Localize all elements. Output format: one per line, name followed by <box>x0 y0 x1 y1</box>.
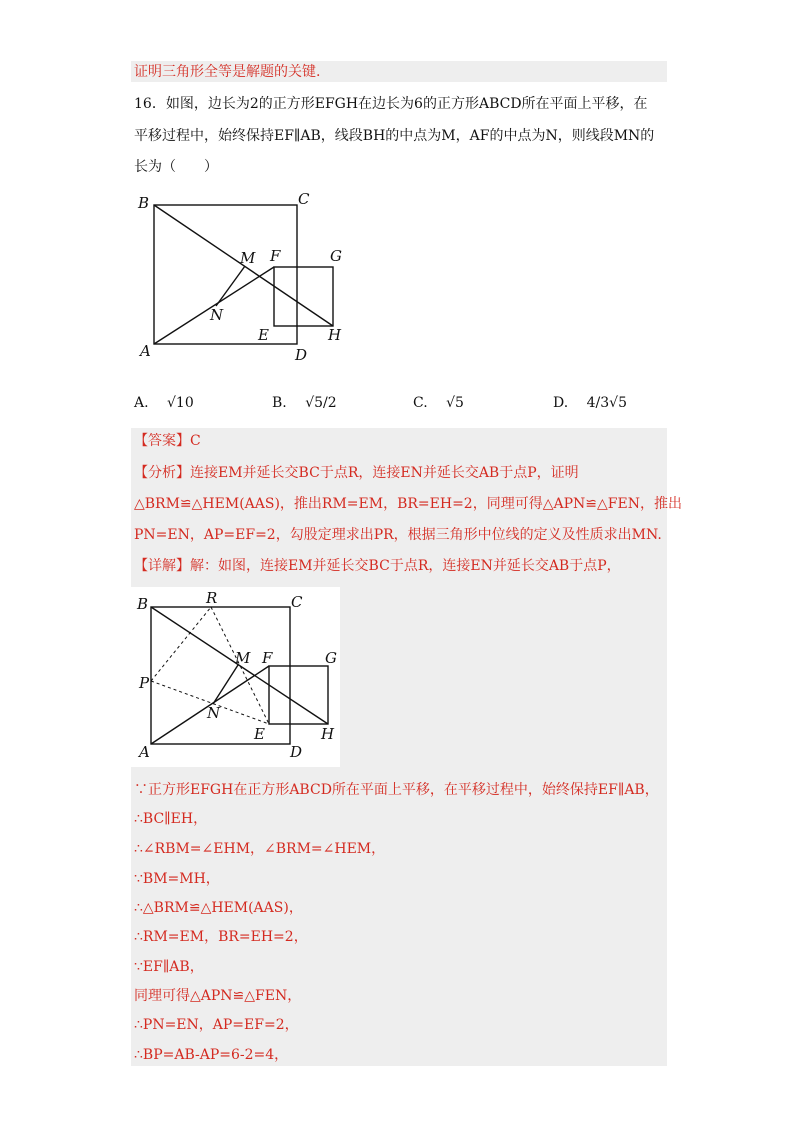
analysis-tag: 【分析】 <box>134 465 190 481</box>
step-1: ∵正方形EFGH在正方形ABCD所在平面上平移，在平移过程中，始终保持EF∥AB， <box>134 782 659 798</box>
question-line-3: 长为（ ） <box>134 159 218 175</box>
option-b-value: √5/2 <box>305 395 337 411</box>
label-c-2: C <box>291 593 303 611</box>
analysis-line-1 <box>134 464 579 482</box>
label-d: D <box>295 346 308 364</box>
step-2: ∴BC∥EH， <box>134 811 208 827</box>
label-c: C <box>298 190 310 208</box>
step-3: ∴∠RBM=∠EHM，∠BRM=∠HEM， <box>134 841 386 857</box>
detail-tag: 【详解】 <box>134 558 190 574</box>
label-h-2: H <box>321 725 335 743</box>
label-n-2: N <box>207 704 221 722</box>
label-g: G <box>330 247 342 265</box>
label-m-2: M <box>235 649 251 667</box>
square-efgh-2 <box>269 666 328 724</box>
answer-value: C <box>190 433 201 449</box>
detail-text: 解：如图，连接EM并延长交BC于点R，连接EN并延长交AB于点P， <box>190 558 621 574</box>
label-b-2: B <box>137 595 149 613</box>
label-n: N <box>210 306 224 324</box>
answer-line <box>134 432 201 450</box>
step-4: ∵BM=MH， <box>134 871 220 887</box>
label-e-2: E <box>254 725 265 743</box>
label-m: M <box>240 249 256 267</box>
option-a-value: √10 <box>167 395 194 411</box>
option-b-letter: B. <box>272 395 287 411</box>
label-a: A <box>140 342 151 360</box>
label-e: E <box>258 326 269 344</box>
label-r-2: R <box>206 589 218 607</box>
option-c <box>413 395 464 411</box>
label-d-2: D <box>290 743 303 761</box>
analysis-line-3: PN=EN，AP=EF=2，勾股定理求出PR，根据三角形中位线的定义及性质求出MN. <box>134 527 662 543</box>
label-g-2: G <box>325 649 337 667</box>
figure-2 <box>131 587 340 767</box>
square-abcd <box>154 205 297 344</box>
label-f-2: F <box>262 649 273 667</box>
segment-mn <box>216 266 245 306</box>
segment-pr <box>151 607 211 681</box>
step-5: ∴△BRM≌△HEM(AAS)， <box>134 900 303 916</box>
figure-1 <box>130 188 360 368</box>
label-b: B <box>138 194 150 212</box>
option-b <box>272 395 337 411</box>
label-h: H <box>328 326 342 344</box>
analysis-text-1: 连接EM并延长交BC于点R，连接EN并延长交AB于点P，证明 <box>190 465 579 481</box>
step-9: ∴PN=EN，AP=EF=2， <box>134 1017 299 1033</box>
label-a-2: A <box>139 743 150 761</box>
step-6: ∴RM=EM，BR=EH=2， <box>134 929 308 945</box>
answer-tag: 【答案】 <box>134 433 190 449</box>
analysis-line-2: △BRM≌△HEM(AAS)，推出RM=EM，BR=EH=2，同理可得△APN≌△FEN，推出 <box>134 496 682 512</box>
option-c-letter: C. <box>413 395 428 411</box>
option-a-letter: A. <box>134 395 149 411</box>
step-10: ∴BP=AB-AP=6-2=4， <box>134 1047 289 1063</box>
option-d <box>553 395 627 411</box>
option-d-letter: D. <box>553 395 569 411</box>
label-p-2: P <box>139 674 150 692</box>
option-a <box>134 395 194 411</box>
detail-line <box>134 557 621 575</box>
question-line-1: 16．如图，边长为2的正方形EFGH在边长为6的正方形ABCD所在平面上平移，在 <box>134 96 648 112</box>
option-d-value: 4/3√5 <box>586 395 627 411</box>
question-line-2: 平移过程中，始终保持EF∥AB，线段BH的中点为M，AF的中点为N，则线段MN的 <box>134 128 655 144</box>
label-f: F <box>270 247 281 265</box>
option-c-value: √5 <box>446 395 464 411</box>
segment-mn-2 <box>213 665 238 704</box>
step-8: 同理可得△APN≌△FEN， <box>134 988 302 1004</box>
intro-line: 证明三角形全等是解题的关键. <box>134 64 321 80</box>
step-7: ∵EF∥AB， <box>134 959 204 975</box>
square-efgh <box>274 267 333 326</box>
